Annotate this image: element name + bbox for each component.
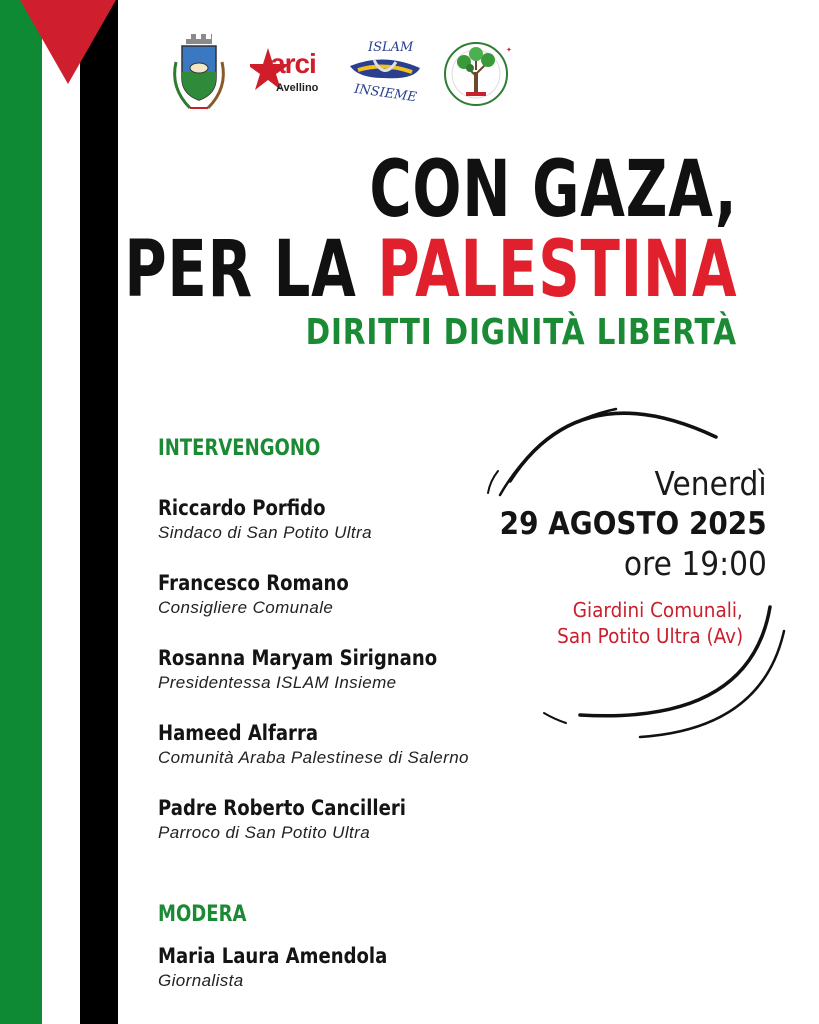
moderator-name: Maria Laura Amendola [158,944,388,968]
municipal-crest-logo [168,32,230,114]
headline-line-2-prefix: PER LA [124,225,357,315]
event-time: ore 19:00 [623,544,767,583]
flag-black-stripe [80,0,118,1024]
speakers-label: INTERVENGONO [158,436,321,461]
islam-logo-top-text: ISLAM [368,40,414,55]
speaker-role: Parroco di San Potito Ultra [158,823,371,842]
islam-insieme-logo [344,40,426,106]
tagline: DIRITTI DIGNITÀ LIBERTÀ [305,312,737,353]
flag-green-stripe [0,0,42,1024]
moderator-role: Giornalista [158,971,244,990]
speaker-role: Presidentessa ISLAM Insieme [158,673,397,692]
speaker-name: Padre Roberto Cancilleri [158,796,406,820]
speaker-role: Consigliere Comunale [158,598,334,617]
event-venue-line-2: San Potito Ultra (Av) [556,624,743,648]
speaker-name: Hameed Alfarra [158,721,319,745]
arci-logo-text: arci [270,48,316,79]
moderator [158,942,538,992]
flag-red-triangle [20,0,116,84]
headline-line-2 [124,225,737,315]
speaker-name: Rosanna Maryam Sirignano [158,646,438,670]
arci-avellino-logo [250,44,330,102]
islam-logo-bottom-text: INSIEME [353,81,418,106]
headline-line-1: CON GAZA, [368,145,737,235]
event-day: Venerdì [654,464,767,503]
speaker-name: Francesco Romano [158,571,349,595]
event-date: 29 AGOSTO 2025 [500,506,767,542]
arci-logo-subtitle: Avellino [276,82,319,94]
event-venue-line-1: Giardini Comunali, [572,598,743,622]
partner-logos [168,32,528,114]
comunita-araba-palestinese-logo [440,38,520,108]
flag-white-stripe [42,0,80,1024]
headline-palestina: PALESTINA [377,225,737,315]
speaker-role: Sindaco di San Potito Ultra [158,523,372,542]
speaker-name: Riccardo Porfido [158,496,326,520]
speaker-role: Comunità Araba Palestinese di Salerno [158,748,469,767]
svg-text:✦: ✦ [506,46,512,54]
speaker-item [158,794,538,869]
moderator-label: MODERA [158,902,247,927]
